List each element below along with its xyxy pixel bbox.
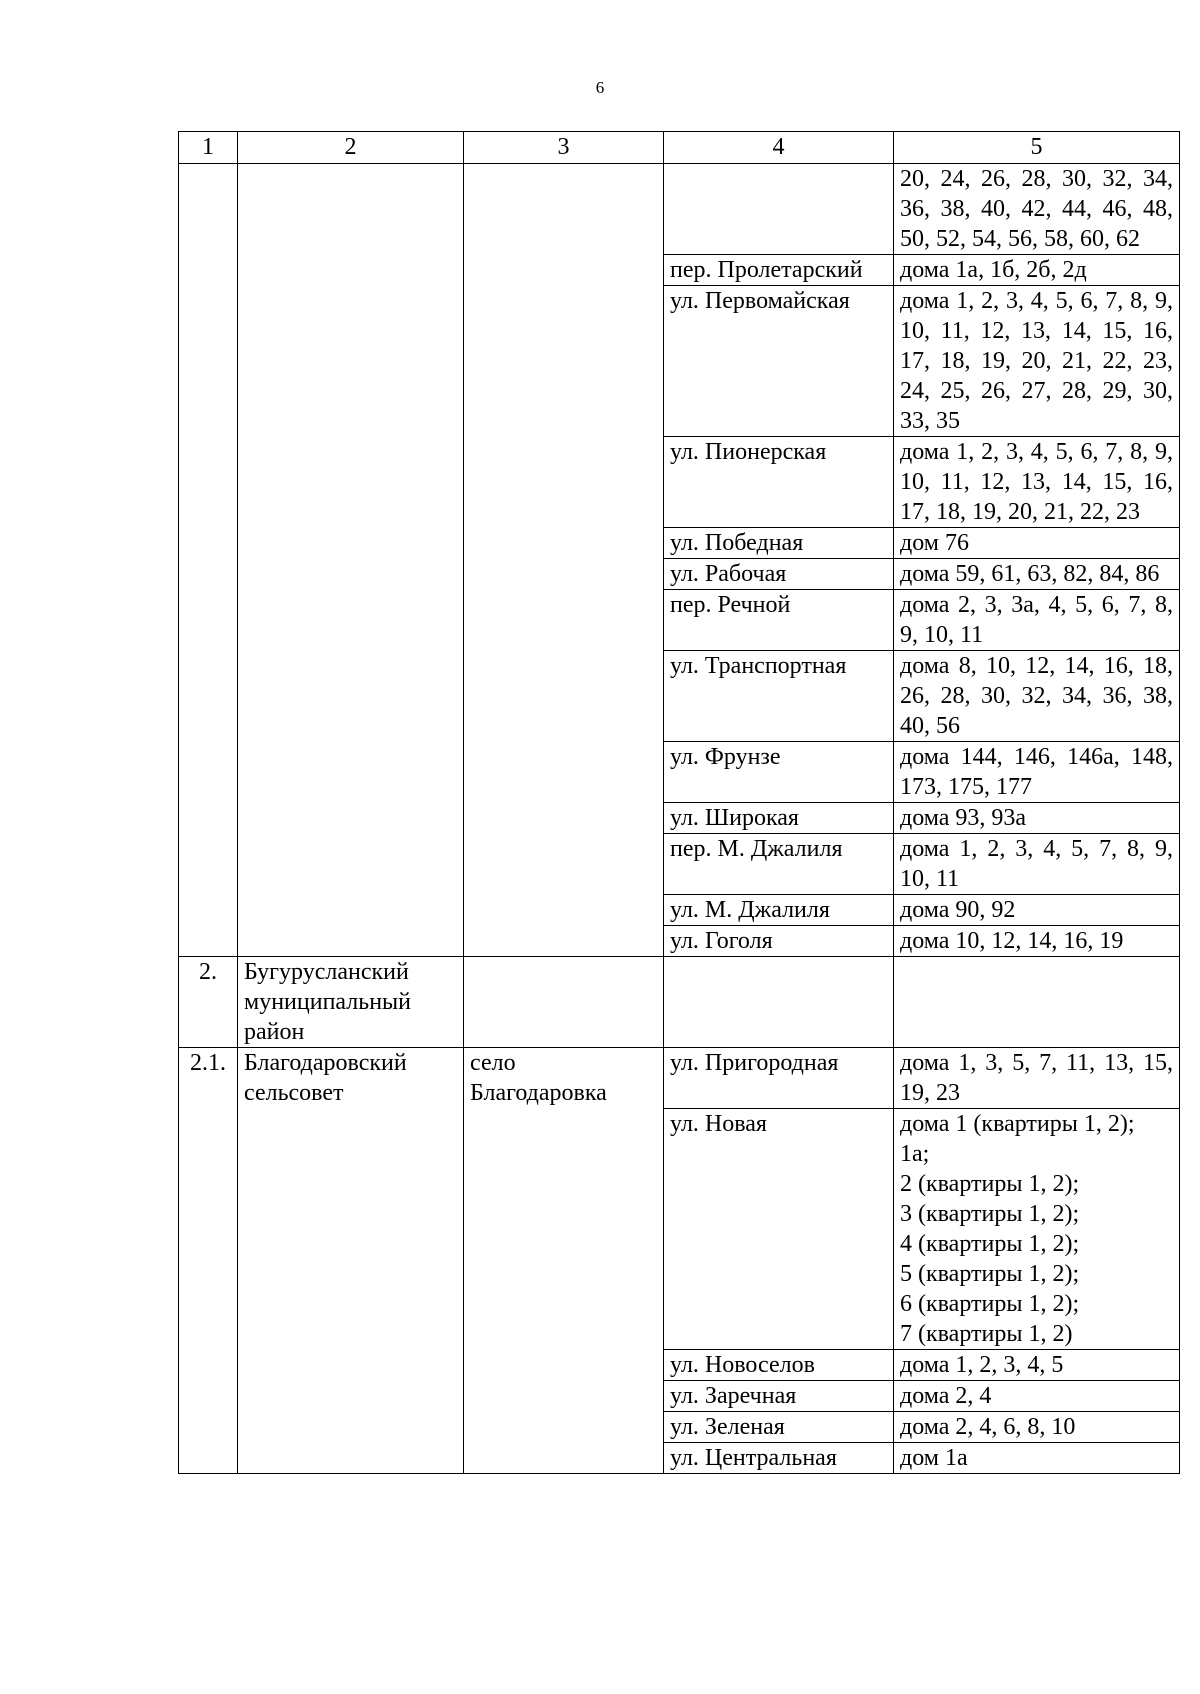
street-cell: ул. Первомайская — [664, 286, 894, 437]
houses-cell: дом 1а — [894, 1443, 1180, 1474]
houses-line: 5 (квартиры 1, 2); — [900, 1261, 1080, 1287]
houses-cell: 20, 24, 26, 28, 30, 32, 34, 36, 38, 40, 42, 44, 46, 48, 50, 52, 54, 56, 58, 60, 62 — [894, 164, 1180, 255]
street-cell: пер. Речной — [664, 590, 894, 651]
cell-district-empty — [238, 164, 464, 957]
street-cell: ул. Транспортная — [664, 651, 894, 742]
cell-empty — [664, 957, 894, 1048]
houses-line: дома 1 (квартиры 1, 2); — [900, 1111, 1135, 1137]
header-row — [179, 132, 1180, 164]
council-name: Благодаровский сельсовет — [238, 1048, 464, 1474]
street-cell: ул. Широкая — [664, 803, 894, 834]
houses-cell: дома 93, 93а — [894, 803, 1180, 834]
table-row — [179, 1048, 1180, 1109]
header-cell: 5 — [894, 132, 1180, 164]
street-cell: пер. М. Джалиля — [664, 834, 894, 895]
houses-line: 7 (квартиры 1, 2) — [900, 1321, 1073, 1347]
houses-cell: дома 2, 4 — [894, 1381, 1180, 1412]
houses-cell: дома 1, 2, 3, 4, 5, 6, 7, 8, 9, 10, 11, 12, 13, 14, 15, 16, 17, 18, 19, 20, 21, 22, 23, 24, 25, 26, 27, 28, 29, 30, 33, 35 — [894, 286, 1180, 437]
houses-line: 3 (квартиры 1, 2); — [900, 1201, 1080, 1227]
houses-cell: дома 2, 3, 3а, 4, 5, 6, 7, 8, 9, 10, 11 — [894, 590, 1180, 651]
houses-cell: дома 59, 61, 63, 82, 84, 86 — [894, 559, 1180, 590]
cell-empty — [894, 957, 1180, 1048]
street-cell: ул. Новая — [664, 1109, 894, 1350]
cell-settlement-empty — [464, 164, 664, 957]
street-cell: ул. Зеленая — [664, 1412, 894, 1443]
houses-cell: дома 1, 2, 3, 4, 5 — [894, 1350, 1180, 1381]
cell-empty — [464, 957, 664, 1048]
header-cell: 3 — [464, 132, 664, 164]
street-cell: ул. М. Джалиля — [664, 895, 894, 926]
settlement-name: село Благодаровка — [464, 1048, 664, 1474]
header-cell: 2 — [238, 132, 464, 164]
houses-cell: дома 144, 146, 146а, 148, 173, 175, 177 — [894, 742, 1180, 803]
houses-cell: дома 1, 2, 3, 4, 5, 7, 8, 9, 10, 11 — [894, 834, 1180, 895]
section-row — [179, 957, 1180, 1048]
cell-num-empty — [179, 164, 238, 957]
houses-cell: дома 1, 2, 3, 4, 5, 6, 7, 8, 9, 10, 11, 12, 13, 14, 15, 16, 17, 18, 19, 20, 21, 22, 23 — [894, 437, 1180, 528]
houses-line: 2 (квартиры 1, 2); — [900, 1171, 1080, 1197]
district-name: Бугурусланский муниципальный район — [238, 957, 464, 1048]
houses-cell: дома 1а, 1б, 2б, 2д — [894, 255, 1180, 286]
houses-cell: дома 10, 12, 14, 16, 19 — [894, 926, 1180, 957]
street-cell — [664, 164, 894, 255]
houses-cell: дома 2, 4, 6, 8, 10 — [894, 1412, 1180, 1443]
houses-cell: дом 76 — [894, 528, 1180, 559]
street-cell: ул. Заречная — [664, 1381, 894, 1412]
header-cell: 4 — [664, 132, 894, 164]
table-row — [179, 164, 1180, 255]
street-cell: ул. Гоголя — [664, 926, 894, 957]
street-cell: ул. Пригородная — [664, 1048, 894, 1109]
street-cell: ул. Победная — [664, 528, 894, 559]
houses-line: 1а; — [900, 1141, 930, 1167]
address-table — [178, 131, 1180, 1474]
street-cell: ул. Новоселов — [664, 1350, 894, 1381]
houses-cell: дома 90, 92 — [894, 895, 1180, 926]
street-cell: ул. Фрунзе — [664, 742, 894, 803]
header-cell: 1 — [179, 132, 238, 164]
street-cell: ул. Центральная — [664, 1443, 894, 1474]
section-number: 2. — [179, 957, 238, 1048]
street-cell: ул. Рабочая — [664, 559, 894, 590]
houses-cell: дома 1, 3, 5, 7, 11, 13, 15, 19, 23 — [894, 1048, 1180, 1109]
street-cell: пер. Пролетарский — [664, 255, 894, 286]
page-number: 6 — [595, 78, 605, 97]
houses-line: 6 (квартиры 1, 2); — [900, 1291, 1080, 1317]
houses-line: 4 (квартиры 1, 2); — [900, 1231, 1080, 1257]
street-cell: ул. Пионерская — [664, 437, 894, 528]
houses-cell — [894, 1109, 1180, 1350]
houses-cell: дома 8, 10, 12, 14, 16, 18, 26, 28, 30, 32, 34, 36, 38, 40, 56 — [894, 651, 1180, 742]
subsection-number: 2.1. — [179, 1048, 238, 1474]
